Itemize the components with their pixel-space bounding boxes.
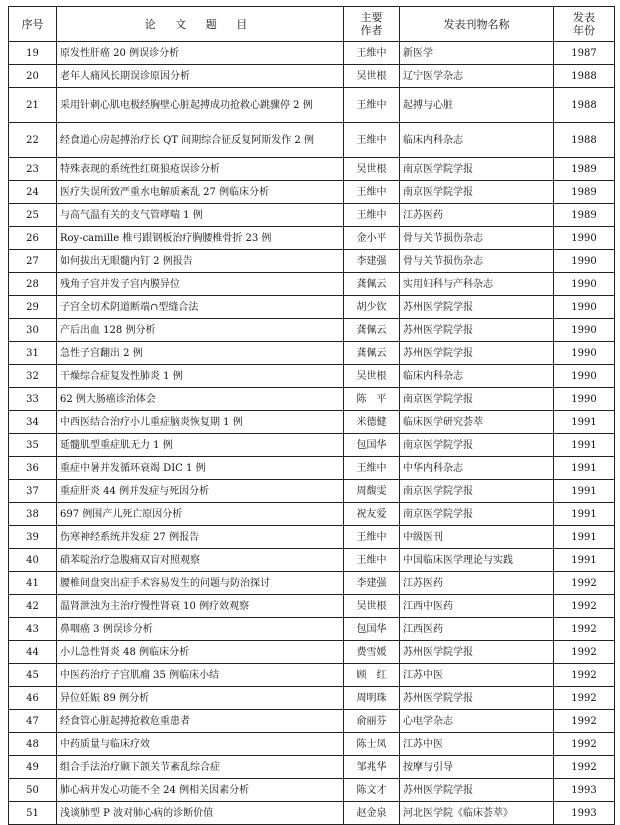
cell-year: 1992	[554, 710, 615, 733]
cell-journal: 江苏医药	[400, 572, 554, 595]
cell-journal: 中国临床医学理论与实践	[400, 549, 554, 572]
table-row	[9, 42, 615, 65]
publications-table	[8, 6, 615, 825]
table-row	[9, 733, 615, 756]
table-row	[9, 480, 615, 503]
cell-title: 697 例围产儿死亡原因分析	[57, 503, 344, 526]
cell-year: 1988	[554, 123, 615, 158]
cell-journal: 心电学杂志	[400, 710, 554, 733]
table-row	[9, 549, 615, 572]
cell-num: 21	[9, 88, 57, 123]
cell-num: 31	[9, 342, 57, 365]
cell-title: 重症中暑并发循环衰竭 DIC 1 例	[57, 457, 344, 480]
cell-journal: 新医学	[400, 42, 554, 65]
cell-author: 王维中	[344, 457, 400, 480]
cell-journal: 苏州医学院学报	[400, 319, 554, 342]
cell-year: 1992	[554, 595, 615, 618]
cell-year: 1992	[554, 641, 615, 664]
cell-author: 陈文才	[344, 779, 400, 802]
table-row	[9, 88, 615, 123]
cell-year: 1990	[554, 342, 615, 365]
cell-journal: 苏州医学院学报	[400, 687, 554, 710]
table-row	[9, 388, 615, 411]
cell-num: 49	[9, 756, 57, 779]
header-author	[344, 7, 400, 42]
cell-journal: 南京医学院学报	[400, 388, 554, 411]
cell-year: 1988	[554, 88, 615, 123]
cell-author: 王维中	[344, 123, 400, 158]
cell-num: 41	[9, 572, 57, 595]
table-row	[9, 710, 615, 733]
cell-journal: 中级医刊	[400, 526, 554, 549]
cell-year: 1990	[554, 250, 615, 273]
cell-title: 经食管心脏起搏抢救危重患者	[57, 710, 344, 733]
cell-journal: 临床内科杂志	[400, 123, 554, 158]
cell-title: 与高气温有关的支气管哮喘 1 例	[57, 204, 344, 227]
cell-journal: 南京医学院学报	[400, 480, 554, 503]
cell-journal: 苏州医学院学报	[400, 779, 554, 802]
cell-year: 1993	[554, 802, 615, 825]
cell-journal: 南京医学院学报	[400, 434, 554, 457]
table-row	[9, 250, 615, 273]
cell-num: 46	[9, 687, 57, 710]
cell-title: 老年人痛风长期误诊原因分析	[57, 65, 344, 88]
cell-title: 62 例大肠癌诊治体会	[57, 388, 344, 411]
cell-author: 周馥雯	[344, 480, 400, 503]
table-row	[9, 756, 615, 779]
cell-journal: 临床医学研究荟萃	[400, 411, 554, 434]
cell-journal: 辽宁医学杂志	[400, 65, 554, 88]
header-year-line2: 年份	[573, 24, 595, 37]
cell-author: 金小平	[344, 227, 400, 250]
cell-year: 1991	[554, 549, 615, 572]
cell-year: 1990	[554, 296, 615, 319]
cell-num: 37	[9, 480, 57, 503]
cell-author: 米德健	[344, 411, 400, 434]
table-row	[9, 572, 615, 595]
cell-journal: 中华内科杂志	[400, 457, 554, 480]
cell-title: 中药质量与临床疗效	[57, 733, 344, 756]
cell-title: 医疗失误所致严重水电解质紊乱 27 例临床分析	[57, 181, 344, 204]
table-row	[9, 595, 615, 618]
cell-author: 包国华	[344, 618, 400, 641]
table-row	[9, 411, 615, 434]
cell-journal: 实用妇科与产科杂志	[400, 273, 554, 296]
cell-title: 浅谈肺型 P 波对肺心病的诊断价值	[57, 802, 344, 825]
cell-year: 1992	[554, 664, 615, 687]
cell-journal: 苏州医学院学报	[400, 342, 554, 365]
cell-title: 急性子宫翻出 2 例	[57, 342, 344, 365]
cell-author: 王维中	[344, 549, 400, 572]
cell-title: 子宫全切术阴道断端∩型缝合法	[57, 296, 344, 319]
cell-author: 顾 红	[344, 664, 400, 687]
cell-title: 延髓肌型重症肌无力 1 例	[57, 434, 344, 457]
cell-year: 1990	[554, 365, 615, 388]
cell-year: 1989	[554, 204, 615, 227]
table-row	[9, 273, 615, 296]
cell-author: 邹兆华	[344, 756, 400, 779]
cell-author: 王维中	[344, 526, 400, 549]
cell-num: 30	[9, 319, 57, 342]
cell-author: 俞丽芬	[344, 710, 400, 733]
cell-title: 小儿急性肾炎 48 例临床分析	[57, 641, 344, 664]
cell-year: 1990	[554, 319, 615, 342]
cell-num: 39	[9, 526, 57, 549]
cell-author: 龚佩云	[344, 319, 400, 342]
cell-title: 腰椎间盘突出症手术容易发生的问题与防治探讨	[57, 572, 344, 595]
cell-journal: 南京医学院学报	[400, 503, 554, 526]
cell-num: 40	[9, 549, 57, 572]
cell-num: 36	[9, 457, 57, 480]
cell-year: 1990	[554, 227, 615, 250]
cell-title: 伤寒神经系统并发症 27 例报告	[57, 526, 344, 549]
cell-journal: 江苏中医	[400, 733, 554, 756]
table-row	[9, 618, 615, 641]
table-row	[9, 802, 615, 825]
cell-title: Roy-camille 椎弓跟钢板治疗胸腰椎骨折 23 例	[57, 227, 344, 250]
cell-title: 如何拔出无眼髓内钉 2 例报告	[57, 250, 344, 273]
header-author-line1: 主要	[360, 11, 383, 24]
cell-author: 祝友爱	[344, 503, 400, 526]
cell-author: 赵金泉	[344, 802, 400, 825]
table-row	[9, 158, 615, 181]
cell-year: 1990	[554, 388, 615, 411]
cell-journal: 骨与关节损伤杂志	[400, 250, 554, 273]
cell-title: 中医药治疗子宫肌瘤 35 例临床小结	[57, 664, 344, 687]
cell-num: 32	[9, 365, 57, 388]
cell-journal: 按摩与引导	[400, 756, 554, 779]
cell-title: 温肾泄浊为主治疗慢性肾衰 10 例疗效观察	[57, 595, 344, 618]
cell-year: 1991	[554, 434, 615, 457]
cell-title: 干燥综合症复发性肺炎 1 例	[57, 365, 344, 388]
cell-year: 1989	[554, 158, 615, 181]
cell-author: 吴世根	[344, 158, 400, 181]
cell-title: 中西医结合治疗小儿重症脑炎恢复期 1 例	[57, 411, 344, 434]
table-row	[9, 319, 615, 342]
cell-year: 1991	[554, 503, 615, 526]
cell-num: 26	[9, 227, 57, 250]
table-row	[9, 641, 615, 664]
cell-journal: 苏州医学院学报	[400, 296, 554, 319]
cell-num: 50	[9, 779, 57, 802]
cell-num: 22	[9, 123, 57, 158]
cell-author: 费雪媛	[344, 641, 400, 664]
cell-title: 鼻咽癌 3 例误诊分析	[57, 618, 344, 641]
cell-num: 42	[9, 595, 57, 618]
table-row	[9, 296, 615, 319]
cell-num: 47	[9, 710, 57, 733]
cell-journal: 南京医学院学报	[400, 158, 554, 181]
cell-journal: 苏州医学院学报	[400, 641, 554, 664]
cell-num: 20	[9, 65, 57, 88]
cell-author: 陈 平	[344, 388, 400, 411]
table-row	[9, 342, 615, 365]
cell-num: 19	[9, 42, 57, 65]
table-row	[9, 123, 615, 158]
cell-author: 李建强	[344, 250, 400, 273]
table-row	[9, 779, 615, 802]
cell-num: 48	[9, 733, 57, 756]
cell-journal: 江苏医药	[400, 204, 554, 227]
cell-title: 原发性肝癌 20 例误诊分析	[57, 42, 344, 65]
cell-title: 采用针刺心肌电极经胸壁心脏起搏成功抢救心跳骤停 2 例	[57, 88, 344, 123]
cell-author: 陈士凤	[344, 733, 400, 756]
cell-year: 1991	[554, 411, 615, 434]
cell-num: 25	[9, 204, 57, 227]
header-author-line2: 作者	[360, 24, 383, 37]
cell-num: 44	[9, 641, 57, 664]
cell-author: 吴世根	[344, 65, 400, 88]
cell-num: 28	[9, 273, 57, 296]
cell-author: 王维中	[344, 42, 400, 65]
table-row	[9, 664, 615, 687]
cell-author: 王维中	[344, 88, 400, 123]
cell-year: 1991	[554, 526, 615, 549]
table-row	[9, 365, 615, 388]
cell-title: 特殊表现的系统性红斑狼疮误诊分析	[57, 158, 344, 181]
cell-num: 35	[9, 434, 57, 457]
cell-year: 1991	[554, 457, 615, 480]
cell-year: 1990	[554, 273, 615, 296]
table-header-row	[9, 7, 615, 42]
cell-author: 包国华	[344, 434, 400, 457]
cell-year: 1992	[554, 572, 615, 595]
cell-author: 龚佩云	[344, 342, 400, 365]
cell-title: 肺心病并发心功能不全 24 例相关因素分析	[57, 779, 344, 802]
cell-author: 胡少钦	[344, 296, 400, 319]
cell-year: 1992	[554, 733, 615, 756]
table-row	[9, 526, 615, 549]
cell-journal: 河北医学院《临床荟萃》	[400, 802, 554, 825]
cell-journal: 江西医药	[400, 618, 554, 641]
table-row	[9, 65, 615, 88]
cell-author: 王维中	[344, 204, 400, 227]
cell-num: 33	[9, 388, 57, 411]
cell-author: 李建强	[344, 572, 400, 595]
cell-num: 27	[9, 250, 57, 273]
cell-journal: 江西中医药	[400, 595, 554, 618]
cell-num: 43	[9, 618, 57, 641]
cell-num: 34	[9, 411, 57, 434]
cell-journal: 江苏中医	[400, 664, 554, 687]
cell-title: 经食道心房起搏治疗长 QT 间期综合征反复阿斯发作 2 例	[57, 123, 344, 158]
cell-author: 王维中	[344, 181, 400, 204]
cell-num: 38	[9, 503, 57, 526]
cell-year: 1988	[554, 65, 615, 88]
cell-title: 产后出血 128 例分析	[57, 319, 344, 342]
cell-journal: 骨与关节损伤杂志	[400, 227, 554, 250]
cell-title: 重症肝炎 44 例并发症与死因分析	[57, 480, 344, 503]
header-year-line1: 发表	[573, 11, 595, 24]
table-row	[9, 503, 615, 526]
cell-num: 45	[9, 664, 57, 687]
cell-num: 24	[9, 181, 57, 204]
table-row	[9, 204, 615, 227]
header-year	[554, 7, 615, 42]
header-num: 序号	[9, 7, 57, 42]
header-title: 论 文 题 目	[57, 7, 344, 42]
cell-journal: 起搏与心脏	[400, 88, 554, 123]
cell-title: 硝苯啶治疗急腹痛双盲对照观察	[57, 549, 344, 572]
cell-year: 1992	[554, 687, 615, 710]
cell-num: 23	[9, 158, 57, 181]
cell-journal: 临床内科杂志	[400, 365, 554, 388]
cell-year: 1989	[554, 181, 615, 204]
header-journal: 发表刊物名称	[400, 7, 554, 42]
cell-author: 吴世根	[344, 595, 400, 618]
table-row	[9, 687, 615, 710]
table-row	[9, 181, 615, 204]
cell-author: 周明珠	[344, 687, 400, 710]
table-row	[9, 434, 615, 457]
cell-year: 1987	[554, 42, 615, 65]
cell-num: 29	[9, 296, 57, 319]
cell-journal: 南京医学院学报	[400, 181, 554, 204]
cell-year: 1993	[554, 779, 615, 802]
cell-title: 组合手法治疗颞下颌关节紊乱综合症	[57, 756, 344, 779]
cell-title: 残角子宫并发子宫内膜异位	[57, 273, 344, 296]
cell-author: 吴世根	[344, 365, 400, 388]
cell-num: 51	[9, 802, 57, 825]
cell-year: 1991	[554, 480, 615, 503]
table-row	[9, 227, 615, 250]
cell-year: 1992	[554, 756, 615, 779]
table-row	[9, 457, 615, 480]
cell-year: 1992	[554, 618, 615, 641]
cell-author: 龚佩云	[344, 273, 400, 296]
cell-title: 异位妊娠 89 例分析	[57, 687, 344, 710]
